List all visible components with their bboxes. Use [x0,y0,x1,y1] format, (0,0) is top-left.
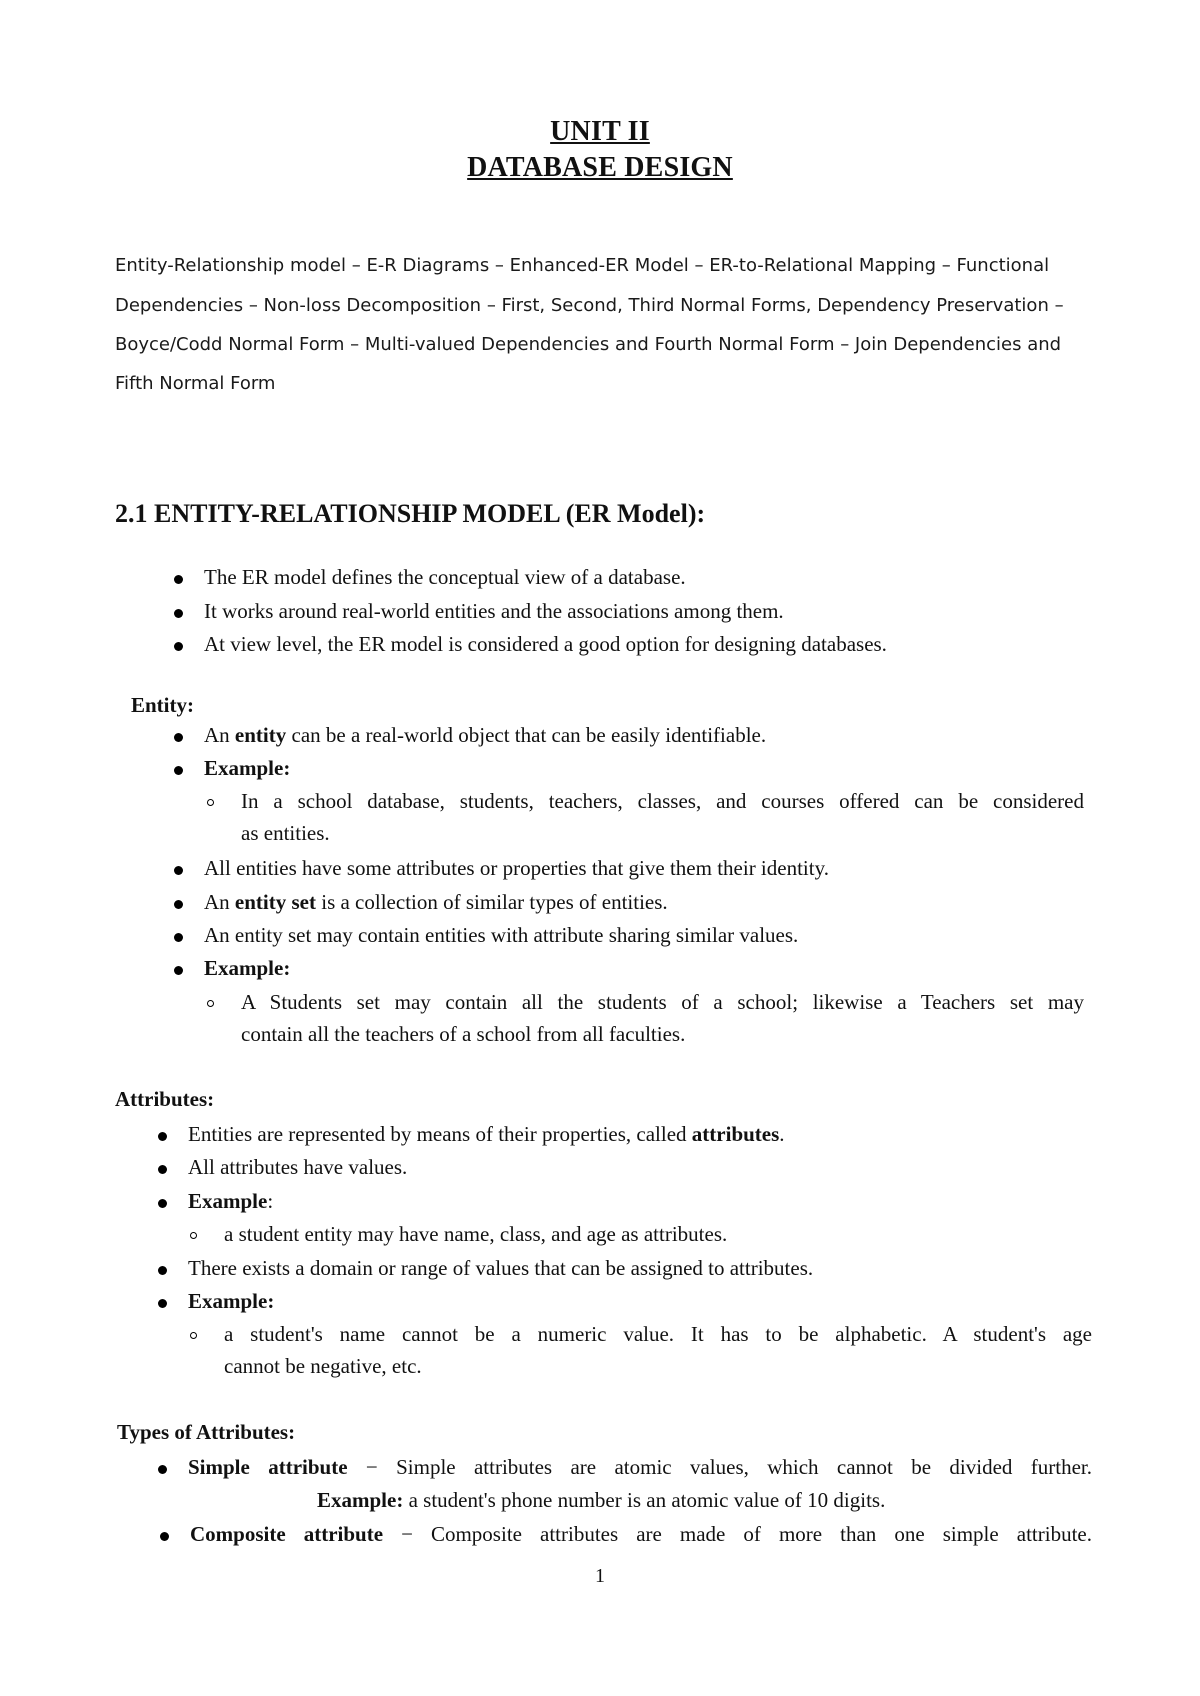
entity-bullet-2: All entities have some attributes or properties that give them their identity. [204,856,829,880]
intro-bullet-2: It works around real-world entities and the associations among them. [204,599,784,623]
attributes-example-2-line-2: cannot be negative, etc. [224,1354,422,1378]
document-title: DATABASE DESIGN [467,152,733,183]
simple-attribute-text: − Simple attributes are atomic values, which cannot be divided further. [347,1455,1093,1479]
syllabus-line-1: Entity-Relationship model – E-R Diagrams – Enhanced-ER Model – ER-to-Relational Mapping – Functional [115,255,1050,276]
entity-bullet-4: An entity set may contain entities with attribute sharing similar values. [204,923,799,947]
simple-example-label: Example: [317,1488,404,1512]
composite-attribute-label: Composite attribute [190,1522,384,1546]
types-heading: Types of Attributes: [117,1420,296,1444]
entity-b3-post: is a collection of similar types of entities. [315,890,668,914]
attributes-example-2-bullet [188,1289,274,1314]
entity-example-2-line-1: A Students set may contain all the students of a school; likewise a Teachers set may [241,990,1084,1014]
entity-heading: Entity: [131,693,194,717]
intro-bullet-3: At view level, the ER model is considered a good option for designing databases. [204,632,887,656]
attributes-b1-bold: attributes [691,1122,780,1146]
simple-attribute-example [317,1488,885,1513]
attributes-example-2-label: Example: [188,1289,275,1313]
entity-b1-bold: entity [234,723,287,747]
composite-attribute-bullet [190,1522,1092,1547]
simple-example-text: a student's phone number is an atomic value of 10 digits. [403,1488,886,1512]
syllabus-line-2: Dependencies – Non-loss Decomposition – First, Second, Third Normal Forms, Dependency Preservation – [115,295,1064,316]
attributes-heading: Attributes: [115,1087,215,1111]
entity-example-2-label: Example: [204,956,291,980]
entity-example-1-line-2: as entities. [241,821,330,845]
entity-example-2-line-2: contain all the teachers of a school from all faculties. [241,1022,686,1046]
entity-example-label: Example: [204,756,291,780]
intro-bullet-1: The ER model defines the conceptual view of a database. [204,565,686,589]
entity-example-2-bullet [204,956,290,981]
syllabus-line-4: Fifth Normal Form [115,373,276,394]
page-number: 1 [595,1565,605,1587]
entity-example-bullet [204,756,290,781]
simple-attribute-bullet [188,1455,1092,1480]
attributes-bullet-3: There exists a domain or range of values that can be assigned to attributes. [188,1256,814,1280]
attributes-example-1: a student entity may have name, class, and age as attributes. [224,1222,728,1246]
attributes-example-colon: : [267,1189,274,1213]
entity-b3-pre: An [204,890,235,914]
composite-attribute-text: − Composite attributes are made of more than one simple attribute. [383,1522,1092,1546]
attributes-example-bullet [188,1189,273,1214]
section-heading: 2.1 ENTITY-RELATIONSHIP MODEL (ER Model): [115,499,706,528]
entity-example-1-line-1: In a school database, students, teachers, classes, and courses offered can be considered [241,789,1084,813]
entity-b1-pre: An [204,723,235,747]
attributes-example-2-line-1: a student's name cannot be a numeric value. It has to be alphabetic. A student's age [224,1322,1092,1346]
entity-b1-post: can be a real-world object that can be easily identifiable. [286,723,767,747]
entity-bullet-1 [204,723,766,748]
attributes-bullet-2: All attributes have values. [188,1155,408,1179]
unit-title: UNIT II [550,116,650,147]
entity-b3-bold: entity set [234,890,316,914]
syllabus-line-3: Boyce/Codd Normal Form – Multi-valued Dependencies and Fourth Normal Form – Join Dependencies and [115,334,1062,355]
attributes-b1-post: . [779,1122,785,1146]
attributes-bullet-1 [188,1122,785,1147]
attributes-example-label: Example [188,1189,268,1213]
simple-attribute-label: Simple attribute [188,1455,348,1479]
attributes-b1-pre: Entities are represented by means of their properties, called [188,1122,692,1146]
entity-bullet-3 [204,890,668,915]
